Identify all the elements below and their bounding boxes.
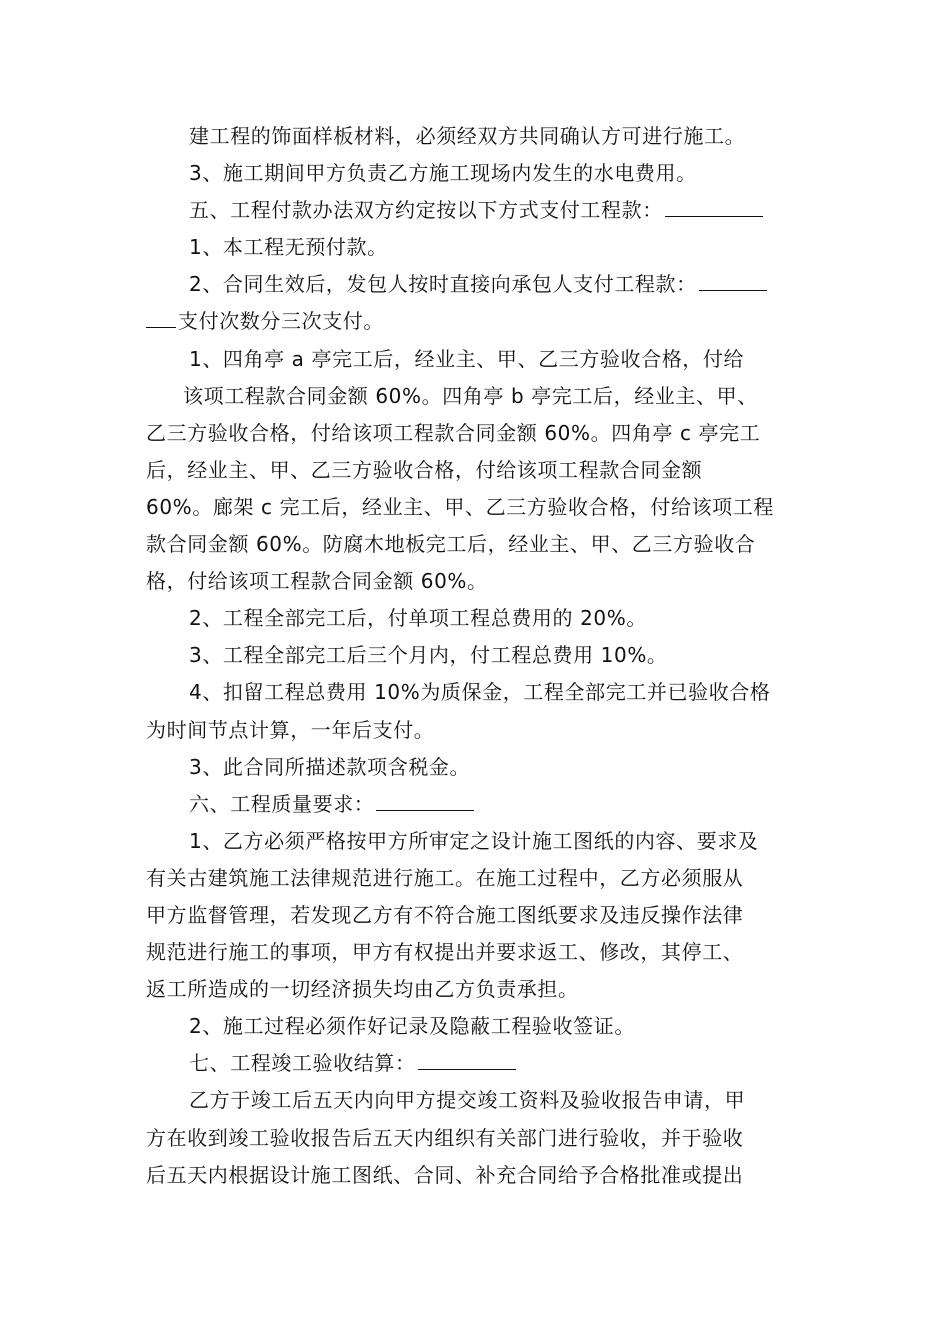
fill-in-blank bbox=[699, 268, 767, 291]
paragraph-line: 1、乙方必须严格按甲方所审定之设计施工图纸的内容、要求及 bbox=[189, 828, 759, 853]
fill-in-blank bbox=[665, 194, 763, 217]
paragraph-line: 后五天内根据设计施工图纸、合同、补充合同给予合格批准或提出 bbox=[146, 1162, 744, 1187]
paragraph-line: 甲方监督管理，若发现乙方有不符合施工图纸要求及违反操作法律 bbox=[146, 902, 744, 927]
paragraph-line: 2、施工过程必须作好记录及隐蔽工程验收签证。 bbox=[189, 1014, 635, 1039]
paragraph-line: 有关古建筑施工法律规范进行施工。在施工过程中，乙方必须服从 bbox=[146, 865, 744, 890]
paragraph-line: 后，经业主、甲、乙三方验收合格，付给该项工程款合同金额 bbox=[146, 457, 703, 482]
paragraph-line: 1、本工程无预付款。 bbox=[189, 235, 388, 260]
paragraph-line: 返工所造成的一切经济损失均由乙方负责承担。 bbox=[146, 977, 579, 1002]
paragraph-line: 该项工程款合同金额 60%。四角亭 b 亭完工后，经业主、甲、 bbox=[183, 383, 758, 408]
section-heading-text: 五、工程付款办法双方约定按以下方式支付工程款： bbox=[189, 198, 663, 223]
paragraph-line: 3、施工期间甲方负责乙方施工现场内发生的水电费用。 bbox=[189, 161, 697, 186]
paragraph-line bbox=[146, 266, 810, 303]
paragraph-line: 1、四角亭 a 亭完工后，经业主、甲、乙三方验收合格，付给 bbox=[189, 346, 745, 371]
paragraph-line: 款合同金额 60%。防腐木地板完工后，经业主、甲、乙三方验收合 bbox=[146, 532, 756, 557]
paragraph-line bbox=[146, 303, 810, 340]
paragraph-line: 方在收到竣工验收报告后五天内组织有关部门进行验收，并于验收 bbox=[146, 1125, 744, 1150]
paragraph-line: 2、工程全部完工后，付单项工程总费用的 20%。 bbox=[189, 606, 647, 631]
section-heading-acceptance bbox=[146, 1045, 810, 1082]
paragraph-line: 4、扣留工程总费用 10%为质保金，工程全部完工并已验收合格 bbox=[189, 680, 771, 705]
section-heading-quality bbox=[146, 786, 810, 823]
section-heading-text: 六、工程质量要求： bbox=[189, 791, 375, 816]
paragraph-text: 2、合同生效后，发包人按时直接向承包人支付工程款： bbox=[189, 272, 697, 297]
document-body bbox=[146, 118, 810, 1194]
section-heading-payment bbox=[146, 192, 810, 229]
paragraph-line: 乙三方验收合格，付给该项工程款合同金额 60%。四角亭 c 亭完工 bbox=[146, 420, 761, 445]
section-heading-text: 七、工程竣工验收结算： bbox=[189, 1051, 416, 1076]
paragraph-line: 3、此合同所描述款项含税金。 bbox=[189, 754, 471, 779]
fill-in-blank bbox=[418, 1047, 516, 1070]
paragraph-line: 乙方于竣工后五天内向甲方提交竣工资料及验收报告申请，甲 bbox=[189, 1088, 746, 1113]
paragraph-line: 60%。廊架 c 完工后，经业主、甲、乙三方验收合格，付给该项工程 bbox=[146, 494, 774, 519]
paragraph-line: 规范进行施工的事项，甲方有权提出并要求返工、修改，其停工、 bbox=[146, 940, 744, 965]
paragraph-line: 建工程的饰面样板材料，必须经双方共同确认方可进行施工。 bbox=[189, 124, 746, 148]
fill-in-blank bbox=[146, 305, 176, 328]
fill-in-blank bbox=[376, 788, 474, 811]
paragraph-line: 为时间节点计算，一年后支付。 bbox=[146, 717, 435, 742]
paragraph-line: 3、工程全部完工后三个月内，付工程总费用 10%。 bbox=[189, 643, 668, 668]
paragraph-text: 支付次数分三次支付。 bbox=[178, 309, 384, 334]
paragraph-line: 格，付给该项工程款合同金额 60%。 bbox=[146, 569, 488, 594]
